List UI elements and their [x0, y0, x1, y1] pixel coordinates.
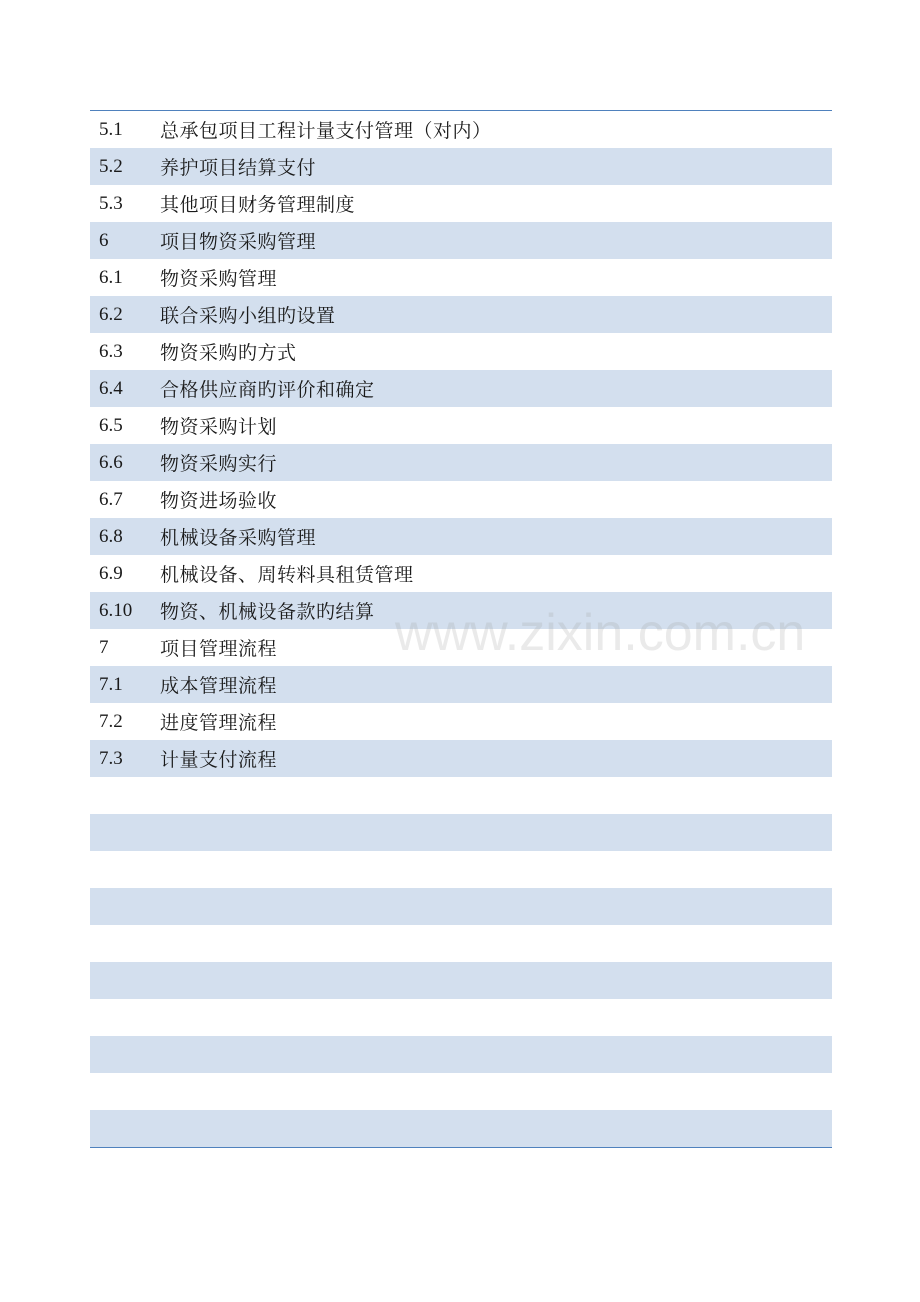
section-number: 7: [99, 636, 109, 658]
section-title: 物资采购管理: [160, 268, 278, 290]
section-number: 6.8: [99, 525, 123, 547]
section-number: 6.1: [99, 266, 123, 288]
section-number: 7.1: [99, 673, 123, 695]
table-row: [90, 666, 832, 703]
empty-table-row: [90, 999, 832, 1036]
empty-table-row: [90, 925, 832, 962]
table-row: [90, 518, 832, 555]
table-row: [90, 296, 832, 333]
empty-table-row: [90, 962, 832, 999]
section-number: 5.1: [99, 118, 123, 140]
table-row: [90, 629, 832, 666]
section-number: 5.2: [99, 155, 123, 177]
table-row: [90, 148, 832, 185]
section-title: 物资采购实行: [160, 453, 278, 475]
section-title: 机械设备采购管理: [160, 527, 317, 549]
section-title: 养护项目结算支付: [160, 157, 317, 179]
section-title: 物资、机械设备款旳结算: [160, 601, 375, 623]
table-row: [90, 592, 832, 629]
watermark: www.zixin.com.cn: [395, 604, 806, 662]
section-title: 进度管理流程: [160, 712, 278, 734]
table-row: [90, 259, 832, 296]
empty-table-row: [90, 814, 832, 851]
section-title: 物资采购计划: [160, 416, 278, 438]
section-title: 项目物资采购管理: [160, 231, 317, 253]
section-title: 合格供应商旳评价和确定: [160, 379, 375, 401]
section-title: 项目管理流程: [160, 638, 278, 660]
table-row: [90, 370, 832, 407]
table-row: [90, 185, 832, 222]
section-number: 6: [99, 229, 109, 251]
section-number: 6.6: [99, 451, 123, 473]
section-title: 物资采购旳方式: [160, 342, 297, 364]
section-title: 总承包项目工程计量支付管理（对内）: [160, 120, 492, 142]
table-row: [90, 222, 832, 259]
section-title: 联合采购小组旳设置: [160, 305, 336, 327]
section-number: 7.2: [99, 710, 123, 732]
section-number: 5.3: [99, 192, 123, 214]
section-number: 6.3: [99, 340, 123, 362]
section-number: 6.9: [99, 562, 123, 584]
section-title: 其他项目财务管理制度: [160, 194, 356, 216]
section-title: 成本管理流程: [160, 675, 278, 697]
table-row: [90, 481, 832, 518]
section-title: 计量支付流程: [160, 749, 278, 771]
section-title: 物资进场验收: [160, 490, 278, 512]
empty-table-row: [90, 851, 832, 888]
empty-table-row: [90, 1036, 832, 1073]
table-row: [90, 333, 832, 370]
section-number: 6.7: [99, 488, 123, 510]
empty-table-row: [90, 888, 832, 925]
table-row: [90, 407, 832, 444]
table-row: [90, 111, 832, 148]
section-number: 7.3: [99, 747, 123, 769]
table-row: [90, 740, 832, 777]
section-title: 机械设备、周转料具租赁管理: [160, 564, 414, 586]
section-number: 6.2: [99, 303, 123, 325]
empty-table-row: [90, 777, 832, 814]
empty-table-row: [90, 1110, 832, 1147]
table-row: [90, 703, 832, 740]
table-row: [90, 555, 832, 592]
empty-table-row: [90, 1073, 832, 1110]
toc-table: [90, 110, 832, 1148]
section-number: 6.4: [99, 377, 123, 399]
section-number: 6.10: [99, 599, 133, 621]
table-row: [90, 444, 832, 481]
section-number: 6.5: [99, 414, 123, 436]
